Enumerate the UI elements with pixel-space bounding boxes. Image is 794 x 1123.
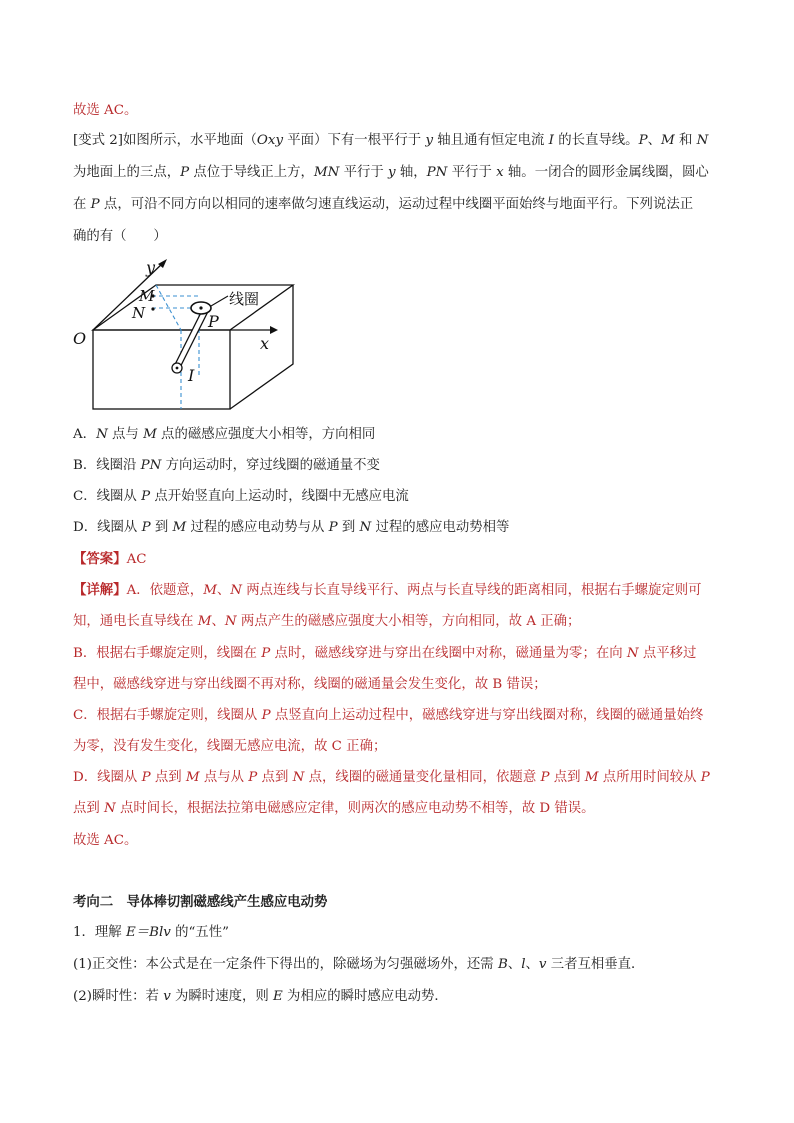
question-line-1: [变式 2]如图所示，水平地面（Oxy 平面）下有一根平行于 y 轴且通有恒定电流 I 的长直导线。P、M 和 N (73, 133, 709, 148)
question-line-3: 在 P 点，可沿不同方向以相同的速率做匀速直线运动，运动过程中线圈平面始终与地面平行。下列说法正 (73, 197, 694, 212)
option-d: D．线圈从 P 到 M 过程的感应电动势与从 P 到 N 过程的感应电动势相等 (73, 520, 510, 535)
label-n: N (132, 304, 146, 322)
label-y: y (146, 258, 156, 277)
current-dot (176, 367, 179, 370)
label-i: I (188, 366, 195, 385)
question-line-4: 确的有（ ） (73, 229, 167, 244)
magnetic-field-diagram (66, 252, 296, 414)
label-m: M (139, 287, 155, 305)
box-front-face (93, 330, 230, 409)
section-item-2: (1)正交性：本公式是在一定条件下得出的，除磁场为匀强磁场外，还需 B、l、v 三者互相垂直． (73, 957, 645, 972)
detail-d-line-2: 点到 N 点时间长，根据法拉第电磁感应定律，则两次的感应电动势不相等，故 D 错误。 (73, 801, 595, 816)
label-x: x (260, 334, 270, 353)
coil-pointer (211, 296, 228, 306)
detail-d-line-1: D．线圈从 P 点到 M 点与从 P 点到 N 点，线圈的磁通量变化量相同，依题意 P 点到 M 点所用时间较从 P (73, 770, 710, 785)
detail-b-line-1: B．根据右手螺旋定则，线圈在 P 点时，磁感线穿进与穿出在线圈中对称，磁通量为零；在向 N 点平移过 (73, 646, 697, 661)
answer: 【答案】AC (73, 551, 147, 567)
option-b: B．线圈沿 PN 方向运动时，穿过线圈的磁通量不变 (73, 458, 380, 473)
detail-b-line-2: 程中，磁感线穿进与穿出线圈不再对称，线圈的磁通量会发生变化，故 B 错误； (73, 677, 547, 692)
detail-c-line-2: 为零，没有发生变化，线圈无感应电流，故 C 正确； (73, 739, 387, 754)
label-coil: 线圈 (229, 290, 260, 308)
section-item-3: (2)瞬时性：若 v 为瞬时速度，则 E 为相应的瞬时感应电动势． (73, 989, 448, 1004)
detail-conclusion: 故选 AC。 (73, 833, 138, 848)
section-heading: 考向二 导体棒切割磁感线产生感应电动势 (73, 894, 328, 910)
detail-a-line-2: 知，通电长直导线在 M、N 两点产生的磁感应强度大小相等，方向相同，故 A 正确； (73, 614, 581, 629)
prev-conclusion: 故选 AC。 (73, 103, 138, 118)
label-p: P (208, 312, 219, 331)
question-line-2: 为地面上的三点，P 点位于导线正上方，MN 平行于 y 轴，PN 平行于 x 轴。一闭合的圆形金属线圈，圆心 (73, 165, 709, 180)
coil-center (199, 306, 202, 309)
detail-a-line-1: 【详解】A．依题意，M、N 两点连线与长直导线平行、两点与长直导线的距离相同，根据右手螺旋定则可 (73, 582, 702, 598)
option-a: A．N 点与 M 点的磁感应强度大小相等，方向相同 (73, 427, 376, 442)
option-c: C．线圈从 P 点开始竖直向上运动时，线圈中无感应电流 (73, 489, 409, 504)
dashed-guides (152, 285, 199, 409)
label-o: O (73, 329, 87, 348)
x-axis-arrow (270, 326, 278, 334)
section-item-1: 1．理解 E＝Blv 的“五性” (73, 925, 229, 940)
detail-c-line-1: C．根据右手螺旋定则，线圈从 P 点竖直向上运动过程中，磁感线穿进与穿出线圈对称，线圈的磁通量始终 (73, 708, 704, 723)
wire-fill (178, 309, 206, 365)
point-n (151, 307, 154, 310)
